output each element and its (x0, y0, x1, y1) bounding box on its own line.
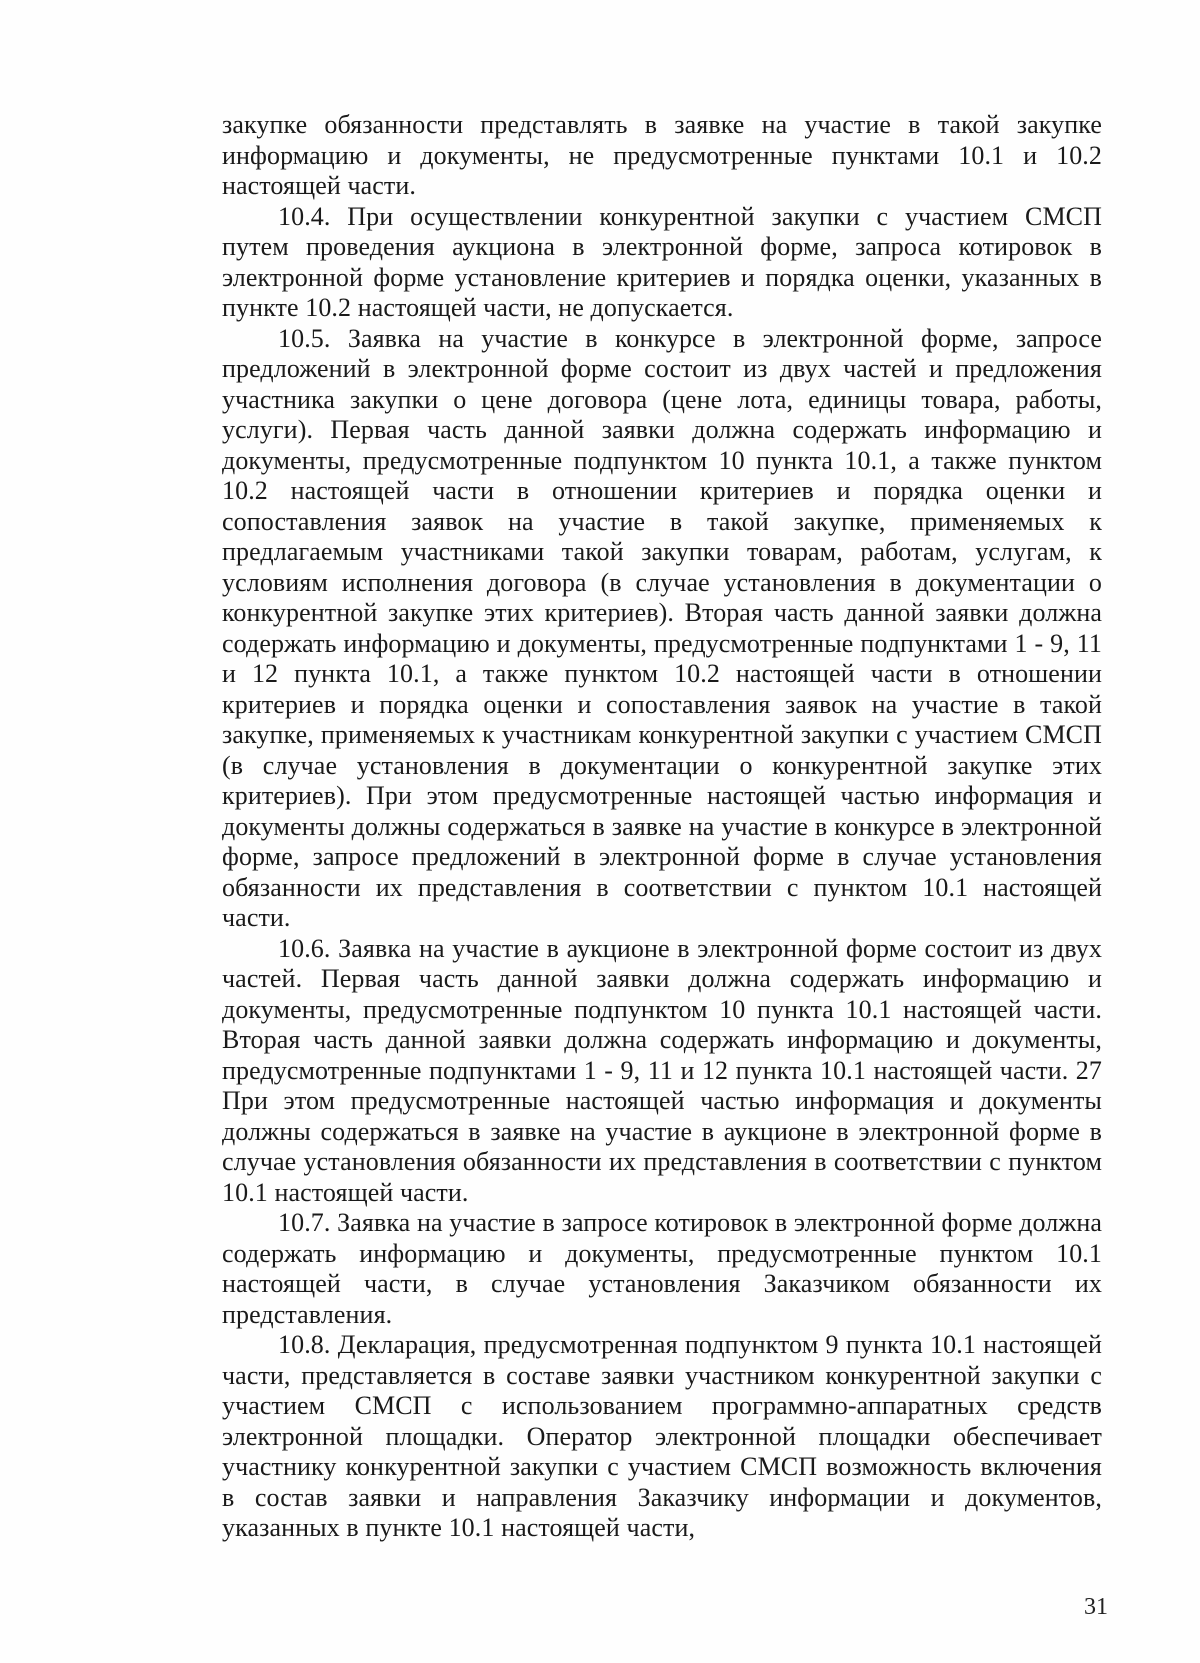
paragraph-10-4: 10.4. При осуществлении конкурентной закупки с участием СМСП путем проведения аукциона в электронной форме, запроса котировок в электронной форме установление критериев и порядка оценки, указанных в пункте 10.2 настоящей части, не допускается. (222, 201, 1102, 322)
paragraph-continuation: закупке обязанности представлять в заявке на участие в такой закупке информацию и документы, не предусмотренные пунктами 10.1 и 10.2 настоящей части. (222, 110, 1102, 200)
paragraph-10-6: 10.6. Заявка на участие в аукционе в электронной форме состоит из двух частей. Первая часть данной заявки должна содержать информацию и документы, предусмотренные подпунктом 10 пункта 10.1 настоящей части. Вторая часть данной заявки должна содержать информацию и документы, предусмотренные подпунктами 1 - 9, 11 и 12 пункта 10.1 настоящей части. 27 При этом предусмотренные настоящей частью информация и документы должны содержаться в заявке на участие в аукционе в электронной форме в случае установления обязанности их представления в соответствии с пунктом 10.1 настоящей части. (222, 933, 1102, 1207)
page-number: 31 (1084, 1594, 1108, 1620)
document-body (222, 110, 1102, 1544)
paragraph-10-5: 10.5. Заявка на участие в конкурсе в электронной форме, запросе предложений в электронной форме состоит из двух частей и предложения участника закупки о цене договора (цене лота, единицы товара, работы, услуги). Первая часть данной заявки должна содержать информацию и документы, предусмотренные подпунктом 10 пункта 10.1, а также пунктом 10.2 настоящей части в отношении критериев и порядка оценки и сопоставления заявок на участие в такой закупке, применяемых к предлагаемым участниками такой закупки товарам, работам, услугам, к условиям исполнения договора (в случае установления в документации о конкурентной закупке этих критериев). Вторая часть данной заявки должна содержать информацию и документы, предусмотренные подпунктами 1 - 9, 11 и 12 пункта 10.1, а также пунктом 10.2 настоящей части в отношении критериев и порядка оценки и сопоставления заявок на участие в такой закупке, применяемых к участникам конкурентной закупки с участием СМСП (в случае установления в документации о конкурентной закупке этих критериев). При этом предусмотренные настоящей частью информация и документы должны содержаться в заявке на участие в конкурсе в электронной форме, запросе предложений в электронной форме в случае установления обязанности их представления в соответствии с пунктом 10.1 настоящей части. (222, 323, 1102, 932)
paragraph-10-7: 10.7. Заявка на участие в запросе котировок в электронной форме должна содержать информацию и документы, предусмотренные пунктом 10.1 настоящей части, в случае установления Заказчиком обязанности их представления. (222, 1208, 1102, 1329)
paragraph-10-8: 10.8. Декларация, предусмотренная подпунктом 9 пункта 10.1 настоящей части, представляется в составе заявки участником конкурентной закупки с участием СМСП с использованием программно-аппаратных средств электронной площадки. Оператор электронной площадки обеспечивает участнику конкурентной закупки с участием СМСП возможность включения в состав заявки и направления Заказчику информации и документов, указанных в пункте 10.1 настоящей части, (222, 1330, 1102, 1542)
